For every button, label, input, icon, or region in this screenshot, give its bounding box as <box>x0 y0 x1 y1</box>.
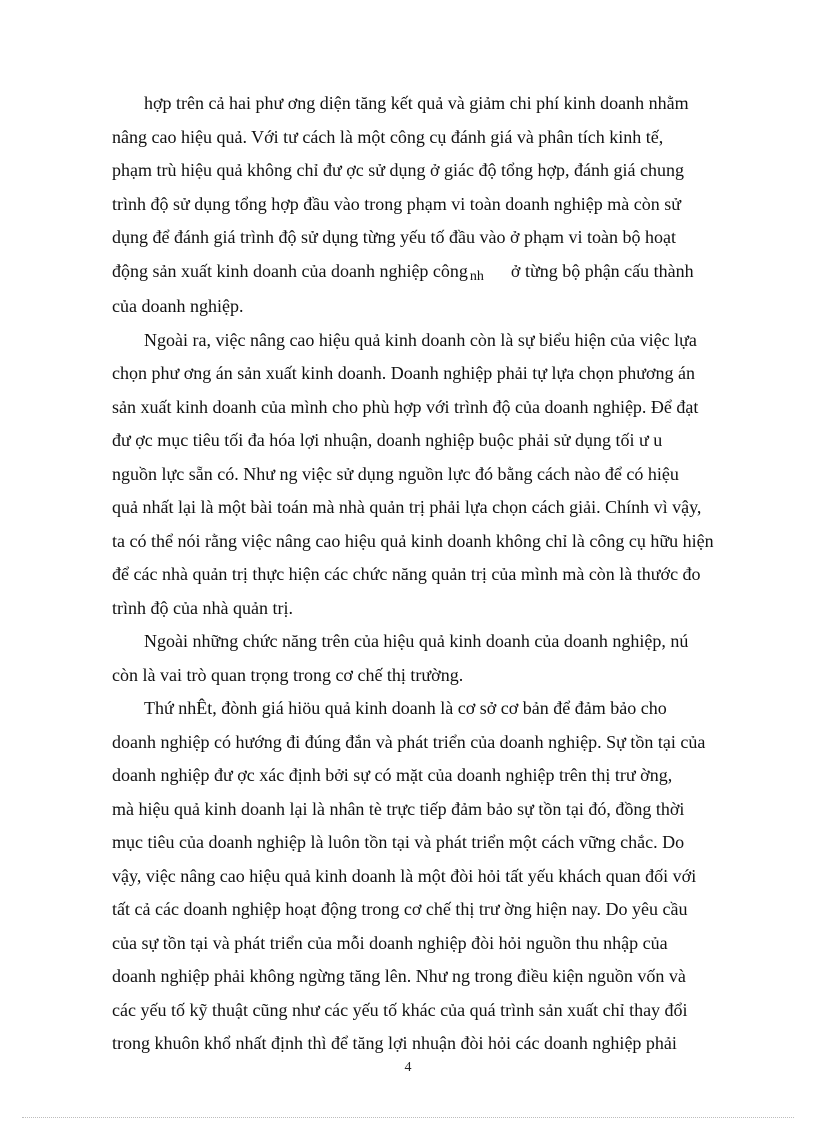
paragraph-1 <box>112 87 758 324</box>
text-line: chọn phư ơng án sản xuất kinh doanh. Doanh nghiệp phải tự lựa chọn phương án <box>112 363 695 383</box>
text-line: doanh nghiệp có hướng đi đúng đắn và phát triển của doanh nghiệp. Sự tồn tại của <box>112 731 706 752</box>
text-line: Ngoài những chức năng trên của hiệu quả kinh doanh của doanh nghiệp, nú <box>144 631 689 651</box>
paragraph-2 <box>112 324 758 626</box>
paragraph-3 <box>112 625 758 692</box>
text-line: nguồn lực sẵn có. Như ng việc sử dụng nguồn lực đó bằng cách nào để có hiệu <box>112 463 679 484</box>
text-line-with-fragment <box>112 255 758 291</box>
text-line: vậy, việc nâng cao hiệu quả kinh doanh là một đòi hỏi tất yếu khách quan đối với <box>112 865 697 886</box>
text-line: trình độ sử dụng tổng hợp đầu vào trong phạm vi toàn doanh nghiệp mà còn sử <box>112 193 681 214</box>
text-line: mà hiệu quả kinh doanh lại là nhân tè trực tiếp đảm bảo sự tồn tại đó, đồng thời <box>112 798 685 819</box>
text-line: nâng cao hiệu quả. Với tư cách là một công cụ đánh giá và phân tích kinh tế, <box>112 126 664 147</box>
paragraph-4 <box>112 692 758 1061</box>
body-text <box>112 87 758 1061</box>
text-line: của doanh nghiệp. <box>112 296 244 316</box>
text-line: còn là vai trò quan trọng trong cơ chế thị trường. <box>112 664 464 685</box>
misplaced-fragment: nh <box>469 268 484 284</box>
text-segment: ở từng bộ phận cấu thành <box>510 260 694 281</box>
text-line: của sự tồn tại và phát triển của mỗi doanh nghiệp đòi hỏi nguồn thu nhập của <box>112 932 668 953</box>
text-line: Ngoài ra, việc nâng cao hiệu quả kinh doanh còn là sự biểu hiện của việc lựa <box>144 329 697 350</box>
text-line: mục tiêu của doanh nghiệp là luôn tồn tại và phát triển một cách vững chắc. Do <box>112 832 685 852</box>
text-segment: động sản xuất kinh doanh của doanh nghiệp công <box>112 260 468 281</box>
text-line: phạm trù hiệu quả không chỉ đư ợc sử dụng ở giác độ tổng hợp, đánh giá chung <box>112 160 684 180</box>
text-line: dụng để đánh giá trình độ sử dụng từng yếu tố đầu vào ở phạm vi toàn bộ hoạt <box>112 227 676 247</box>
text-line: doanh nghiệp phải không ngừng tăng lên. Như ng trong điều kiện nguồn vốn và <box>112 966 686 986</box>
text-line: các yếu tố kỹ thuật cũng như các yếu tố khác của quá trình sản xuất chỉ thay đổi <box>112 999 688 1020</box>
text-line: hợp trên cả hai phư ơng diện tăng kết quả và giảm chi phí kinh doanh nhằm <box>144 93 689 113</box>
text-line: quả nhất lại là một bài toán mà nhà quản trị phải lựa chọn cách giải. Chính vì vậy, <box>112 497 702 517</box>
text-line: sản xuất kinh doanh của mình cho phù hợp với trình độ của doanh nghiệp. Để đạt <box>112 396 699 417</box>
page-number: 4 <box>404 1060 412 1075</box>
text-line: tất cả các doanh nghiệp hoạt động trong cơ chế thị trư ờng hiện nay. Do yêu cầu <box>112 899 688 919</box>
text-line: để các nhà quản trị thực hiện các chức năng quản trị của mình mà còn là thước đo <box>112 564 701 584</box>
text-line: đư ợc mục tiêu tối đa hóa lợi nhuận, doanh nghiệp buộc phải sử dụng tối ư u <box>112 430 663 450</box>
text-line: ta có thể nói rằng việc nâng cao hiệu quả kinh doanh không chỉ là công cụ hữu hiện <box>112 530 714 551</box>
text-line: doanh nghiệp đư ợc xác định bởi sự có mặt của doanh nghiệp trên thị trư ờng, <box>112 765 673 785</box>
text-line: Thứ nhÊt, đònh giá hiöu quả kinh doanh là cơ sở cơ bản để đảm bảo cho <box>144 698 667 718</box>
text-line: trình độ của nhà quản trị. <box>112 597 293 618</box>
text-line: trong khuôn khổ nhất định thì để tăng lợi nhuận đòi hỏi các doanh nghiệp phải <box>112 1033 677 1053</box>
page-bottom-divider <box>22 1117 794 1118</box>
